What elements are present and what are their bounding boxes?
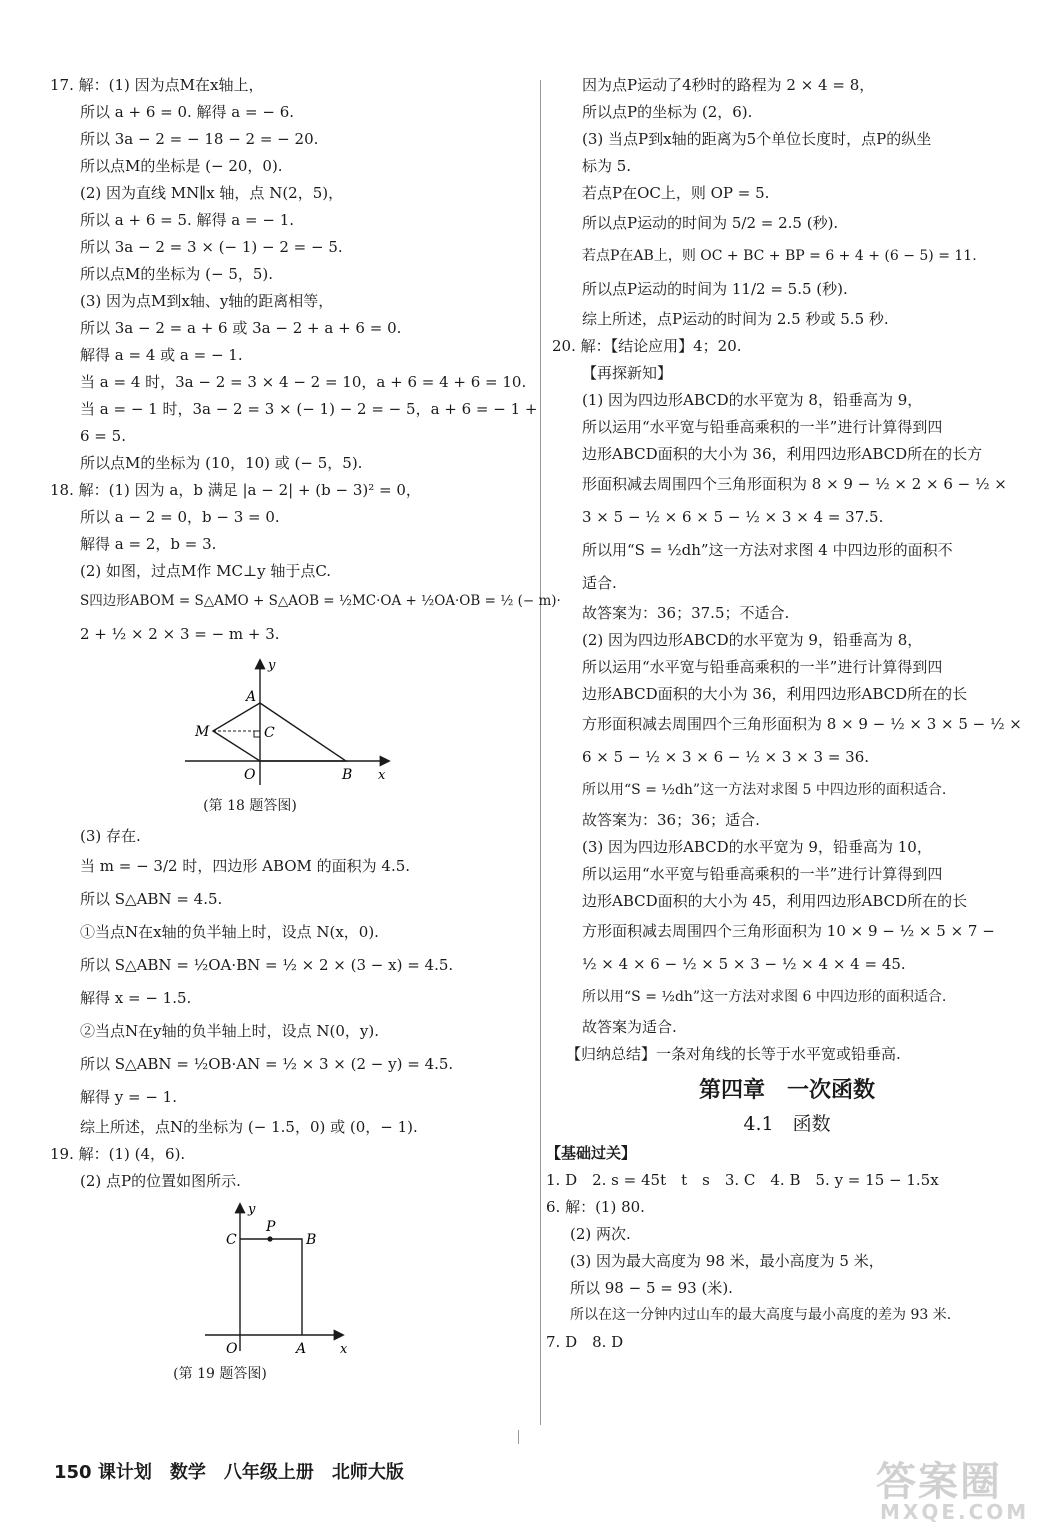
text-line: 19. 解：(1) (4，6).	[50, 1145, 186, 1163]
text-line: 所以点M的坐标为 (10，10) 或 (− 5，5).	[80, 454, 363, 472]
text-line: 20. 解：【结论应用】4；20.	[552, 337, 742, 355]
text-line: 所以 3a − 2 = 3 × (− 1) − 2 = − 5.	[80, 238, 343, 256]
text-line: 解得 a = 2，b = 3.	[80, 535, 217, 553]
text-line: 当 a = 4 时，3a − 2 = 3 × 4 − 2 = 10，a + 6 = 4 + 6 = 10.	[80, 373, 527, 391]
text-line: 方形面积减去周围四个三角形面积为 10 × 9 − ½ × 5 × 7 −	[582, 922, 995, 940]
text-line: 所以点M的坐标是 (− 20，0).	[80, 157, 283, 175]
label-b: B	[306, 1232, 317, 1248]
figure-18-caption: (第 18 题答图)	[203, 798, 297, 814]
text-line: 方形面积减去周围四个三角形面积为 8 × 9 − ½ × 3 × 5 − ½ ×	[582, 715, 1022, 733]
text-line: ½ × 4 × 6 − ½ × 5 × 3 − ½ × 4 × 4 = 45.	[582, 955, 906, 973]
label-c: C	[226, 1232, 237, 1248]
text-line: (3) 存在.	[80, 827, 141, 845]
figure-18	[50, 655, 520, 791]
text-line: 所以点P的坐标为 (2，6).	[582, 103, 753, 121]
text-line: 【再探新知】	[582, 364, 673, 382]
quadrilateral-abom	[213, 703, 346, 761]
text-line: (3) 因为四边形ABCD的水平宽为 9，铅垂高为 10，	[582, 838, 932, 856]
label-b: B	[342, 767, 353, 783]
label-y: y	[268, 658, 276, 673]
section-heading: 【基础过关】	[546, 1144, 637, 1162]
watermark-url: MXQE.COM	[880, 1500, 1030, 1524]
text-line: 故答案为：36；37.5；不适合.	[582, 604, 790, 622]
point-p	[267, 1236, 272, 1241]
text-line: 3 × 5 − ½ × 6 × 5 − ½ × 3 × 4 = 37.5.	[582, 508, 884, 526]
text-line: 若点P在OC上，则 OP = 5.	[582, 184, 770, 202]
text-line: 2 + ½ × 2 × 3 = − m + 3.	[80, 625, 280, 643]
text-line: 【归纳总结】一条对角线的长等于水平宽或铅垂高.	[566, 1045, 901, 1063]
text-line: (2) 因为四边形ABCD的水平宽为 9，铅垂高为 8，	[582, 631, 923, 649]
text-line: ①当点N在x轴的负半轴上时，设点 N(x，0).	[80, 923, 379, 941]
label-m: M	[195, 724, 210, 740]
text-line: 所以 3a − 2 = a + 6 或 3a − 2 + a + 6 = 0.	[80, 319, 402, 337]
text-line: 因为点P运动了4秒时的路程为 2 × 4 = 8，	[582, 76, 875, 94]
text-line: 所以用“S = ½dh”这一方法对求图 5 中四边形的面积适合.	[582, 782, 947, 798]
text-line: 所以运用“水平宽与铅垂高乘积的一半”进行计算得到四	[582, 658, 943, 676]
label-p: P	[266, 1219, 276, 1235]
text-line: (3) 当点P到x轴的距离为5个单位长度时，点P的纵坐	[582, 130, 932, 148]
text-line: 17. 解：(1) 因为点M在x轴上，	[50, 76, 264, 94]
text-line: 综上所述，点P运动的时间为 2.5 秒或 5.5 秒.	[582, 310, 889, 328]
text-line: 6 × 5 − ½ × 3 × 6 − ½ × 3 × 3 = 36.	[582, 748, 870, 766]
text-line: 当 m = − 3/2 时，四边形 ABOM 的面积为 4.5.	[80, 857, 411, 875]
text-line: 所以运用“水平宽与铅垂高乘积的一半”进行计算得到四	[582, 865, 943, 883]
text-line: 18. 解：(1) 因为 a，b 满足 |a − 2| + (b − 3)² = 0，	[50, 481, 421, 499]
label-x: x	[340, 1342, 348, 1357]
page-footer: 150 课计划 数学 八年级上册 北师大版	[54, 1462, 404, 1483]
text-line: 所以 S△ABN = ½OB·AN = ½ × 3 × (2 − y) = 4.5.	[80, 1055, 454, 1073]
text-line: 所以点P运动的时间为 11/2 = 5.5 (秒).	[582, 280, 848, 298]
text-line: 所以 a + 6 = 0. 解得 a = − 6.	[80, 103, 295, 121]
label-o: O	[244, 767, 256, 783]
figure-19-caption: (第 19 题答图)	[173, 1366, 267, 1382]
text-line: (2) 点P的位置如图所示.	[80, 1172, 241, 1190]
label-o: O	[226, 1341, 238, 1357]
right-angle-mark	[254, 731, 260, 737]
text-line: 若点P在AB上，则 OC + BC + BP = 6 + 4 + (6 − 5) = 11.	[582, 248, 977, 264]
label-a: A	[246, 689, 257, 705]
text-line: 适合.	[582, 574, 617, 592]
column-divider	[540, 80, 541, 1425]
right-column	[546, 72, 1022, 1356]
text-line: 当 a = − 1 时，3a − 2 = 3 × (− 1) − 2 = − 5，a + 6 = − 1 +	[80, 400, 538, 418]
text-line: (2) 如图，过点M作 MC⊥y 轴于点C.	[80, 562, 332, 580]
text-line: 所以用“S = ½dh”这一方法对求图 6 中四边形的面积适合.	[582, 989, 947, 1005]
text-line: 所以 3a − 2 = − 18 − 2 = − 20.	[80, 130, 319, 148]
text-line: 所以 98 − 5 = 93 (米).	[570, 1279, 733, 1297]
watermark-logo: 答案圈	[876, 1459, 1002, 1505]
text-line: 所以点P运动的时间为 5/2 = 2.5 (秒).	[582, 214, 839, 232]
text-line: 所以用“S = ½dh”这一方法对求图 4 中四边形的面积不	[582, 541, 953, 559]
text-line: 综上所述，点N的坐标为 (− 1.5，0) 或 (0，− 1).	[80, 1118, 418, 1136]
left-column	[50, 72, 561, 1385]
text-line: 7. D 8. D	[546, 1333, 624, 1351]
text-line: (1) 因为四边形ABCD的水平宽为 8，铅垂高为 9，	[582, 391, 923, 409]
text-line: 所以 S△ABN = 4.5.	[80, 890, 223, 908]
text-line: 6 = 5.	[80, 427, 126, 445]
section-title: 4.1 函数	[743, 1113, 831, 1135]
text-line: 所以 a + 6 = 5. 解得 a = − 1.	[80, 211, 295, 229]
chapter-title: 第四章 一次函数	[698, 1077, 875, 1103]
text-line: (2) 两次.	[570, 1225, 631, 1243]
label-a: A	[296, 1341, 307, 1357]
label-c: C	[264, 725, 275, 741]
text-line: S四边形ABOM = S△AMO + S△AOB = ½MC·OA + ½OA·OB = ½ (− m)·	[80, 593, 561, 609]
text-line: 边形ABCD面积的大小为 36，利用四边形ABCD所在的长	[582, 685, 968, 703]
text-line: 6. 解：(1) 80.	[546, 1198, 645, 1216]
column-divider-tail	[518, 1430, 519, 1444]
label-x: x	[378, 768, 386, 783]
text-line: 标为 5.	[582, 157, 632, 175]
label-y: y	[248, 1202, 256, 1217]
text-line: (2) 因为直线 MN∥x 轴，点 N(2，5)，	[80, 184, 344, 202]
text-line: 故答案为适合.	[582, 1018, 677, 1036]
figure-19	[50, 1199, 520, 1359]
text-line: 1. D 2. s = 45t t s 3. C 4. B 5. y = 15 − 1.5x	[546, 1171, 939, 1189]
text-line: 解得 a = 4 或 a = − 1.	[80, 346, 243, 364]
rectangle-ocba	[240, 1239, 302, 1335]
text-line: 解得 y = − 1.	[80, 1088, 177, 1106]
text-line: 所以 a − 2 = 0，b − 3 = 0.	[80, 508, 280, 526]
text-line: 故答案为：36；36；适合.	[582, 811, 760, 829]
text-line: 所以 S△ABN = ½OA·BN = ½ × 2 × (3 − x) = 4.5.	[80, 956, 454, 974]
text-line: 所以运用“水平宽与铅垂高乘积的一半”进行计算得到四	[582, 418, 943, 436]
text-line: 所以点M的坐标为 (− 5，5).	[80, 265, 274, 283]
text-line: (3) 因为点M到x轴、y轴的距离相等，	[80, 292, 334, 310]
text-line: 边形ABCD面积的大小为 45，利用四边形ABCD所在的长	[582, 892, 968, 910]
text-line: 边形ABCD面积的大小为 36，利用四边形ABCD所在的长方	[582, 445, 983, 463]
text-line: ②当点N在y轴的负半轴上时，设点 N(0，y).	[80, 1022, 379, 1040]
text-line: (3) 因为最大高度为 98 米，最小高度为 5 米，	[570, 1252, 884, 1270]
text-line: 解得 x = − 1.5.	[80, 989, 192, 1007]
text-line: 所以在这一分钟内过山车的最大高度与最小高度的差为 93 米.	[570, 1307, 952, 1323]
text-line: 形面积减去周围四个三角形面积为 8 × 9 − ½ × 2 × 6 − ½ ×	[582, 475, 1007, 493]
